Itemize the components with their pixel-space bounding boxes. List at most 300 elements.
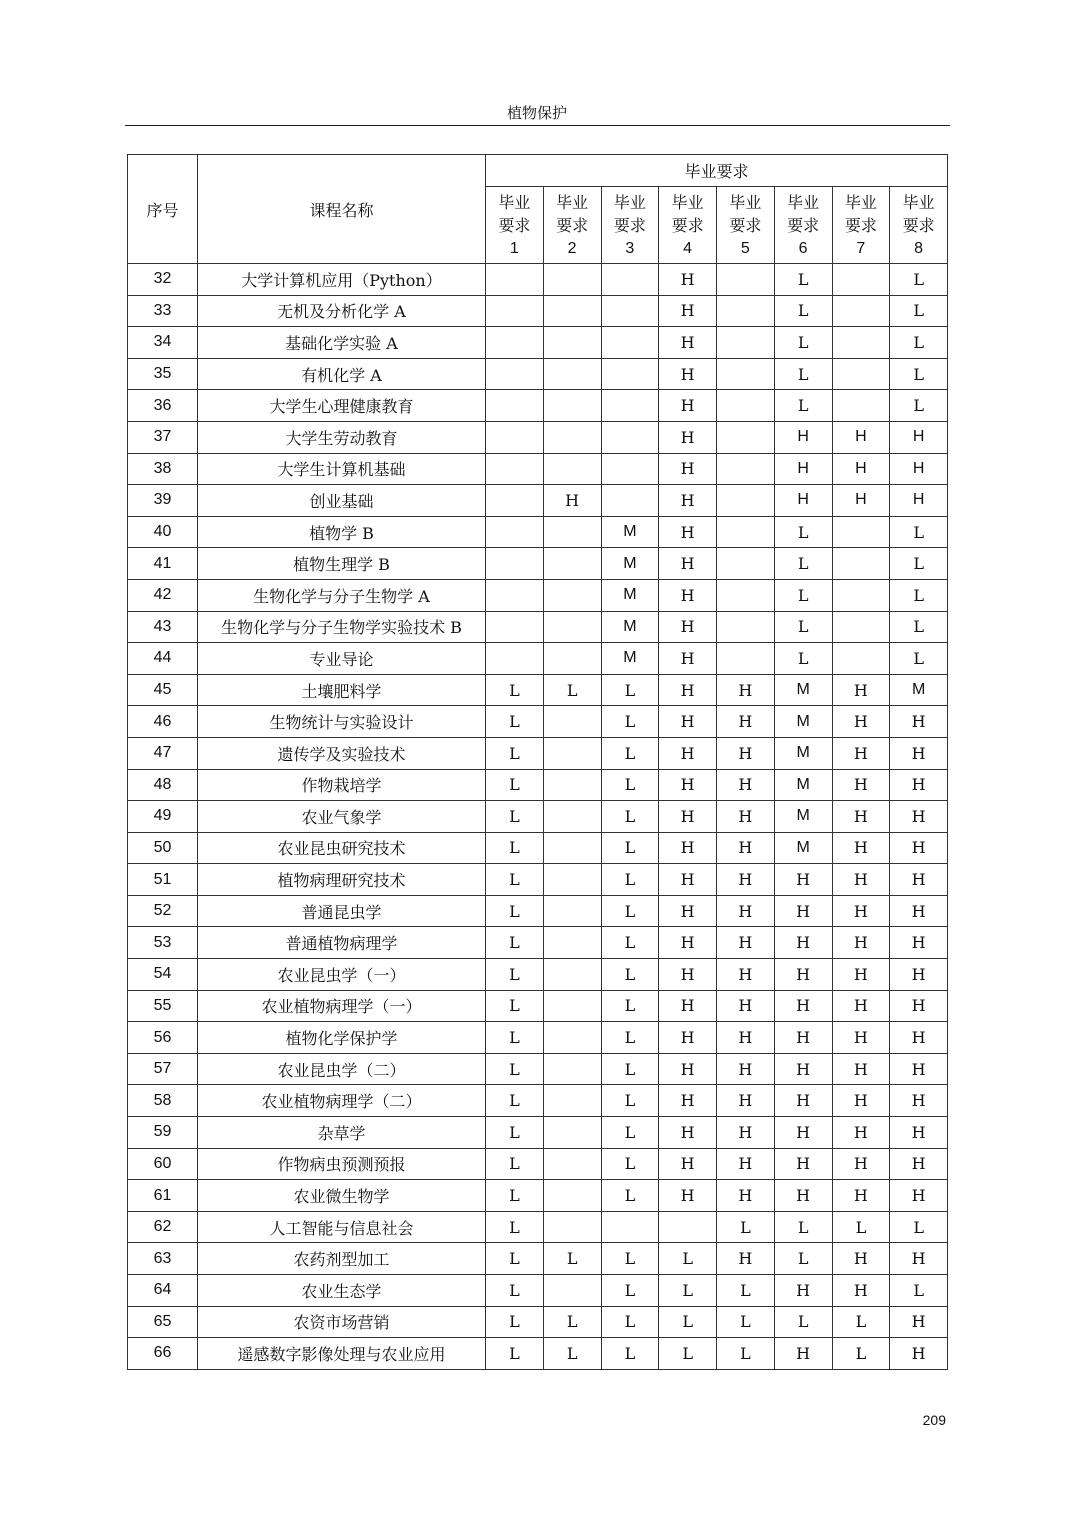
cell-requirement-1: L (486, 959, 544, 991)
cell-requirement-2 (543, 421, 601, 453)
table-row (128, 737, 948, 769)
cell-requirement-1: L (486, 990, 544, 1022)
cell-requirement-8: L (890, 643, 948, 675)
cell-requirement-3: L (601, 1053, 659, 1085)
cell-requirement-8: H (890, 1148, 948, 1180)
cell-requirement-3: M (601, 643, 659, 675)
cell-requirement-5: H (717, 1022, 775, 1054)
cell-requirement-2 (543, 1211, 601, 1243)
cell-requirement-1 (486, 516, 544, 548)
cell-requirement-5: H (717, 959, 775, 991)
cell-requirement-5: H (717, 769, 775, 801)
cell-requirement-7 (832, 611, 890, 643)
cell-requirement-6: L (774, 1211, 832, 1243)
table-row (128, 1275, 948, 1307)
cell-requirement-5: H (717, 895, 775, 927)
table-row (128, 611, 948, 643)
row-course-name: 农业昆虫学（二） (198, 1053, 486, 1085)
row-seq: 32 (128, 264, 198, 296)
cell-requirement-1 (486, 453, 544, 485)
row-seq: 46 (128, 706, 198, 738)
matrix-body (128, 264, 948, 1370)
cell-requirement-8: L (890, 579, 948, 611)
cell-requirement-7 (832, 548, 890, 580)
table-row (128, 485, 948, 517)
table-row (128, 674, 948, 706)
cell-requirement-2 (543, 927, 601, 959)
row-seq: 48 (128, 769, 198, 801)
row-seq: 41 (128, 548, 198, 580)
cell-requirement-7: H (832, 959, 890, 991)
cell-requirement-7: H (832, 1148, 890, 1180)
cell-requirement-5: L (717, 1211, 775, 1243)
cell-requirement-5: H (717, 1117, 775, 1149)
table-row (128, 864, 948, 896)
cell-requirement-2 (543, 737, 601, 769)
cell-requirement-3: L (601, 674, 659, 706)
row-seq: 37 (128, 421, 198, 453)
row-course-name: 人工智能与信息社会 (198, 1211, 486, 1243)
cell-requirement-3: L (601, 1180, 659, 1212)
cell-requirement-3: L (601, 927, 659, 959)
cell-requirement-2 (543, 1053, 601, 1085)
cell-requirement-6: L (774, 516, 832, 548)
cell-requirement-4: H (659, 264, 717, 296)
row-course-name: 大学计算机应用（Python） (198, 264, 486, 296)
cell-requirement-4: H (659, 895, 717, 927)
table-row (128, 990, 948, 1022)
row-course-name: 专业导论 (198, 643, 486, 675)
cell-requirement-2: L (543, 1243, 601, 1275)
header-requirement-num: 1 (509, 239, 519, 257)
cell-requirement-4: H (659, 1148, 717, 1180)
cell-requirement-1: L (486, 864, 544, 896)
cell-requirement-8: L (890, 1211, 948, 1243)
table-row (128, 421, 948, 453)
cell-requirement-7: H (832, 1275, 890, 1307)
cell-requirement-1 (486, 327, 544, 359)
table-row (128, 579, 948, 611)
cell-requirement-7: H (832, 801, 890, 833)
cell-requirement-2 (543, 769, 601, 801)
cell-requirement-4: H (659, 959, 717, 991)
cell-requirement-1: L (486, 674, 544, 706)
cell-requirement-3: L (601, 801, 659, 833)
cell-requirement-2 (543, 706, 601, 738)
cell-requirement-4: H (659, 769, 717, 801)
cell-requirement-5 (717, 295, 775, 327)
cell-requirement-5 (717, 516, 775, 548)
cell-requirement-4 (659, 1211, 717, 1243)
header-requirement-l2: 要求 (844, 215, 877, 235)
cell-requirement-1: L (486, 801, 544, 833)
row-course-name: 生物化学与分子生物学实验技术 B (198, 611, 486, 643)
table-row (128, 1180, 948, 1212)
row-seq: 62 (128, 1211, 198, 1243)
row-seq: 35 (128, 358, 198, 390)
cell-requirement-1 (486, 295, 544, 327)
table-row (128, 358, 948, 390)
row-course-name: 植物化学保护学 (198, 1022, 486, 1054)
course-requirement-matrix (127, 154, 948, 1370)
cell-requirement-5: L (717, 1275, 775, 1307)
cell-requirement-5 (717, 264, 775, 296)
cell-requirement-6: H (774, 895, 832, 927)
header-requirement-6 (774, 187, 832, 264)
row-seq: 66 (128, 1338, 198, 1370)
cell-requirement-3: M (601, 516, 659, 548)
cell-requirement-8: H (890, 990, 948, 1022)
cell-requirement-2 (543, 611, 601, 643)
cell-requirement-7 (832, 643, 890, 675)
cell-requirement-7: H (832, 674, 890, 706)
cell-requirement-1 (486, 485, 544, 517)
cell-requirement-4: H (659, 706, 717, 738)
cell-requirement-7: H (832, 1053, 890, 1085)
header-graduation-requirements: 毕业要求 (486, 155, 948, 187)
row-seq: 51 (128, 864, 198, 896)
cell-requirement-4: H (659, 674, 717, 706)
cell-requirement-3: L (601, 1275, 659, 1307)
cell-requirement-1: L (486, 769, 544, 801)
table-row (128, 327, 948, 359)
header-requirement-num: 3 (625, 239, 635, 257)
cell-requirement-8: H (890, 737, 948, 769)
cell-requirement-4: H (659, 295, 717, 327)
header-requirement-2 (543, 187, 601, 264)
row-course-name: 农业生态学 (198, 1275, 486, 1307)
row-course-name: 普通植物病理学 (198, 927, 486, 959)
cell-requirement-2 (543, 327, 601, 359)
cell-requirement-1: L (486, 737, 544, 769)
cell-requirement-3: L (601, 706, 659, 738)
row-seq: 54 (128, 959, 198, 991)
row-course-name: 作物栽培学 (198, 769, 486, 801)
cell-requirement-5 (717, 327, 775, 359)
cell-requirement-1: L (486, 1275, 544, 1307)
cell-requirement-7 (832, 579, 890, 611)
row-course-name: 作物病虫预测预报 (198, 1148, 486, 1180)
cell-requirement-7 (832, 358, 890, 390)
cell-requirement-7: H (832, 927, 890, 959)
cell-requirement-3: L (601, 1306, 659, 1338)
cell-requirement-7: H (832, 990, 890, 1022)
cell-requirement-3 (601, 421, 659, 453)
row-seq: 36 (128, 390, 198, 422)
cell-requirement-4: L (659, 1275, 717, 1307)
cell-requirement-5: H (717, 801, 775, 833)
row-seq: 55 (128, 990, 198, 1022)
cell-requirement-5: H (717, 737, 775, 769)
cell-requirement-8: H (890, 1338, 948, 1370)
row-seq: 42 (128, 579, 198, 611)
row-seq: 33 (128, 295, 198, 327)
table-row (128, 706, 948, 738)
row-seq: 65 (128, 1306, 198, 1338)
cell-requirement-6: M (774, 706, 832, 738)
table-row (128, 927, 948, 959)
row-seq: 50 (128, 832, 198, 864)
cell-requirement-3: L (601, 1243, 659, 1275)
cell-requirement-6: H (774, 1338, 832, 1370)
cell-requirement-8: H (890, 1306, 948, 1338)
cell-requirement-4: H (659, 1085, 717, 1117)
cell-requirement-4: H (659, 485, 717, 517)
cell-requirement-5: L (717, 1338, 775, 1370)
cell-requirement-3: L (601, 864, 659, 896)
cell-requirement-4: H (659, 516, 717, 548)
cell-requirement-7: H (832, 769, 890, 801)
table-row (128, 1338, 948, 1370)
table-row (128, 453, 948, 485)
cell-requirement-1: L (486, 1338, 544, 1370)
table-row (128, 643, 948, 675)
table-row (128, 390, 948, 422)
row-course-name: 农业微生物学 (198, 1180, 486, 1212)
cell-requirement-5: H (717, 832, 775, 864)
row-course-name: 土壤肥料学 (198, 674, 486, 706)
cell-requirement-1 (486, 421, 544, 453)
cell-requirement-1: L (486, 1117, 544, 1149)
row-seq: 40 (128, 516, 198, 548)
cell-requirement-8: L (890, 516, 948, 548)
cell-requirement-1 (486, 579, 544, 611)
header-requirement-num: 7 (856, 239, 866, 257)
cell-requirement-3 (601, 1211, 659, 1243)
cell-requirement-6: L (774, 548, 832, 580)
cell-requirement-4: L (659, 1338, 717, 1370)
cell-requirement-8: L (890, 327, 948, 359)
cell-requirement-6: H (774, 1180, 832, 1212)
table-row (128, 769, 948, 801)
cell-requirement-7: H (832, 1243, 890, 1275)
cell-requirement-3: L (601, 737, 659, 769)
cell-requirement-2 (543, 1180, 601, 1212)
cell-requirement-6: M (774, 769, 832, 801)
cell-requirement-3 (601, 264, 659, 296)
cell-requirement-8: H (890, 706, 948, 738)
header-requirement-8 (890, 187, 948, 264)
header-requirement-l1: 毕业 (498, 192, 531, 212)
row-seq: 39 (128, 485, 198, 517)
cell-requirement-8: H (890, 927, 948, 959)
cell-requirement-5: H (717, 864, 775, 896)
cell-requirement-3: L (601, 959, 659, 991)
cell-requirement-6: M (774, 832, 832, 864)
header-requirement-l1: 毕业 (671, 192, 704, 212)
cell-requirement-1: L (486, 895, 544, 927)
cell-requirement-6: H (774, 1085, 832, 1117)
cell-requirement-7: L (832, 1211, 890, 1243)
cell-requirement-5: H (717, 674, 775, 706)
cell-requirement-4: H (659, 737, 717, 769)
row-seq: 49 (128, 801, 198, 833)
row-course-name: 无机及分析化学 A (198, 295, 486, 327)
table-row (128, 832, 948, 864)
cell-requirement-8: H (890, 959, 948, 991)
row-course-name: 农业昆虫学（一） (198, 959, 486, 991)
cell-requirement-2 (543, 1117, 601, 1149)
cell-requirement-7 (832, 390, 890, 422)
cell-requirement-4: H (659, 421, 717, 453)
cell-requirement-3: L (601, 895, 659, 927)
cell-requirement-6: L (774, 579, 832, 611)
cell-requirement-7 (832, 264, 890, 296)
cell-requirement-7: H (832, 1022, 890, 1054)
cell-requirement-6: H (774, 421, 832, 453)
cell-requirement-1: L (486, 706, 544, 738)
header-seq: 序号 (128, 155, 198, 264)
cell-requirement-7: H (832, 706, 890, 738)
cell-requirement-3 (601, 453, 659, 485)
cell-requirement-5: H (717, 1085, 775, 1117)
cell-requirement-1: L (486, 1053, 544, 1085)
cell-requirement-6: H (774, 927, 832, 959)
cell-requirement-6: H (774, 1053, 832, 1085)
cell-requirement-5 (717, 643, 775, 675)
cell-requirement-4: H (659, 643, 717, 675)
cell-requirement-8: L (890, 548, 948, 580)
cell-requirement-1 (486, 264, 544, 296)
cell-requirement-8: H (890, 1053, 948, 1085)
row-course-name: 有机化学 A (198, 358, 486, 390)
table-row (128, 1306, 948, 1338)
table-row (128, 1085, 948, 1117)
cell-requirement-2 (543, 801, 601, 833)
cell-requirement-3: L (601, 832, 659, 864)
cell-requirement-2: L (543, 674, 601, 706)
cell-requirement-4: H (659, 390, 717, 422)
cell-requirement-3 (601, 327, 659, 359)
header-requirement-num: 5 (740, 239, 750, 257)
cell-requirement-1: L (486, 1211, 544, 1243)
cell-requirement-4: H (659, 1180, 717, 1212)
header-requirement-l2: 要求 (498, 215, 531, 235)
cell-requirement-4: H (659, 453, 717, 485)
table-row (128, 295, 948, 327)
cell-requirement-6: H (774, 1148, 832, 1180)
cell-requirement-1 (486, 643, 544, 675)
cell-requirement-4: H (659, 327, 717, 359)
header-requirement-l1: 毕业 (556, 192, 589, 212)
row-course-name: 杂草学 (198, 1117, 486, 1149)
row-seq: 58 (128, 1085, 198, 1117)
cell-requirement-6: L (774, 1243, 832, 1275)
cell-requirement-5: H (717, 927, 775, 959)
row-course-name: 生物化学与分子生物学 A (198, 579, 486, 611)
cell-requirement-1: L (486, 1306, 544, 1338)
cell-requirement-8: H (890, 485, 948, 517)
cell-requirement-2 (543, 959, 601, 991)
header-requirement-l2: 要求 (613, 215, 646, 235)
header-requirement-l1: 毕业 (729, 192, 762, 212)
row-course-name: 农药剂型加工 (198, 1243, 486, 1275)
header-requirement-4 (659, 187, 717, 264)
cell-requirement-7: H (832, 832, 890, 864)
cell-requirement-3: L (601, 1338, 659, 1370)
table-row (128, 1022, 948, 1054)
row-seq: 44 (128, 643, 198, 675)
cell-requirement-6: L (774, 1306, 832, 1338)
cell-requirement-2 (543, 1148, 601, 1180)
row-course-name: 农业气象学 (198, 801, 486, 833)
cell-requirement-7: H (832, 895, 890, 927)
cell-requirement-6: L (774, 295, 832, 327)
row-course-name: 大学生劳动教育 (198, 421, 486, 453)
row-seq: 43 (128, 611, 198, 643)
cell-requirement-8: H (890, 1243, 948, 1275)
cell-requirement-2 (543, 864, 601, 896)
header-requirement-l1: 毕业 (902, 192, 935, 212)
row-course-name: 普通昆虫学 (198, 895, 486, 927)
cell-requirement-1: L (486, 1148, 544, 1180)
cell-requirement-6: H (774, 1117, 832, 1149)
cell-requirement-2: L (543, 1306, 601, 1338)
cell-requirement-7 (832, 327, 890, 359)
cell-requirement-3 (601, 358, 659, 390)
table-row (128, 959, 948, 991)
cell-requirement-2 (543, 643, 601, 675)
cell-requirement-3: L (601, 1148, 659, 1180)
cell-requirement-3: L (601, 1022, 659, 1054)
table-row (128, 548, 948, 580)
cell-requirement-5 (717, 421, 775, 453)
header-requirement-1 (486, 187, 544, 264)
cell-requirement-6: L (774, 264, 832, 296)
cell-requirement-1: L (486, 1243, 544, 1275)
cell-requirement-6: M (774, 674, 832, 706)
cell-requirement-3: L (601, 1085, 659, 1117)
cell-requirement-3: L (601, 1117, 659, 1149)
cell-requirement-7: L (832, 1306, 890, 1338)
cell-requirement-7: H (832, 421, 890, 453)
row-course-name: 大学生心理健康教育 (198, 390, 486, 422)
cell-requirement-3: M (601, 611, 659, 643)
cell-requirement-8: H (890, 769, 948, 801)
cell-requirement-7: H (832, 1117, 890, 1149)
cell-requirement-8: M (890, 674, 948, 706)
cell-requirement-2 (543, 895, 601, 927)
cell-requirement-8: L (890, 390, 948, 422)
cell-requirement-8: L (890, 1275, 948, 1307)
cell-requirement-6: H (774, 1022, 832, 1054)
row-seq: 45 (128, 674, 198, 706)
cell-requirement-5 (717, 390, 775, 422)
cell-requirement-6: H (774, 485, 832, 517)
cell-requirement-3 (601, 485, 659, 517)
cell-requirement-5 (717, 485, 775, 517)
cell-requirement-4: H (659, 832, 717, 864)
cell-requirement-5: H (717, 1243, 775, 1275)
cell-requirement-4: L (659, 1306, 717, 1338)
cell-requirement-1: L (486, 1085, 544, 1117)
header-requirement-num: 2 (567, 239, 577, 257)
cell-requirement-6: L (774, 327, 832, 359)
cell-requirement-2 (543, 295, 601, 327)
cell-requirement-2 (543, 579, 601, 611)
cell-requirement-8: H (890, 801, 948, 833)
cell-requirement-8: H (890, 1085, 948, 1117)
cell-requirement-5 (717, 579, 775, 611)
cell-requirement-6: M (774, 801, 832, 833)
cell-requirement-6: H (774, 1275, 832, 1307)
cell-requirement-1: L (486, 1022, 544, 1054)
cell-requirement-1: L (486, 1180, 544, 1212)
cell-requirement-8: H (890, 1117, 948, 1149)
cell-requirement-1 (486, 390, 544, 422)
cell-requirement-2 (543, 990, 601, 1022)
cell-requirement-5 (717, 548, 775, 580)
